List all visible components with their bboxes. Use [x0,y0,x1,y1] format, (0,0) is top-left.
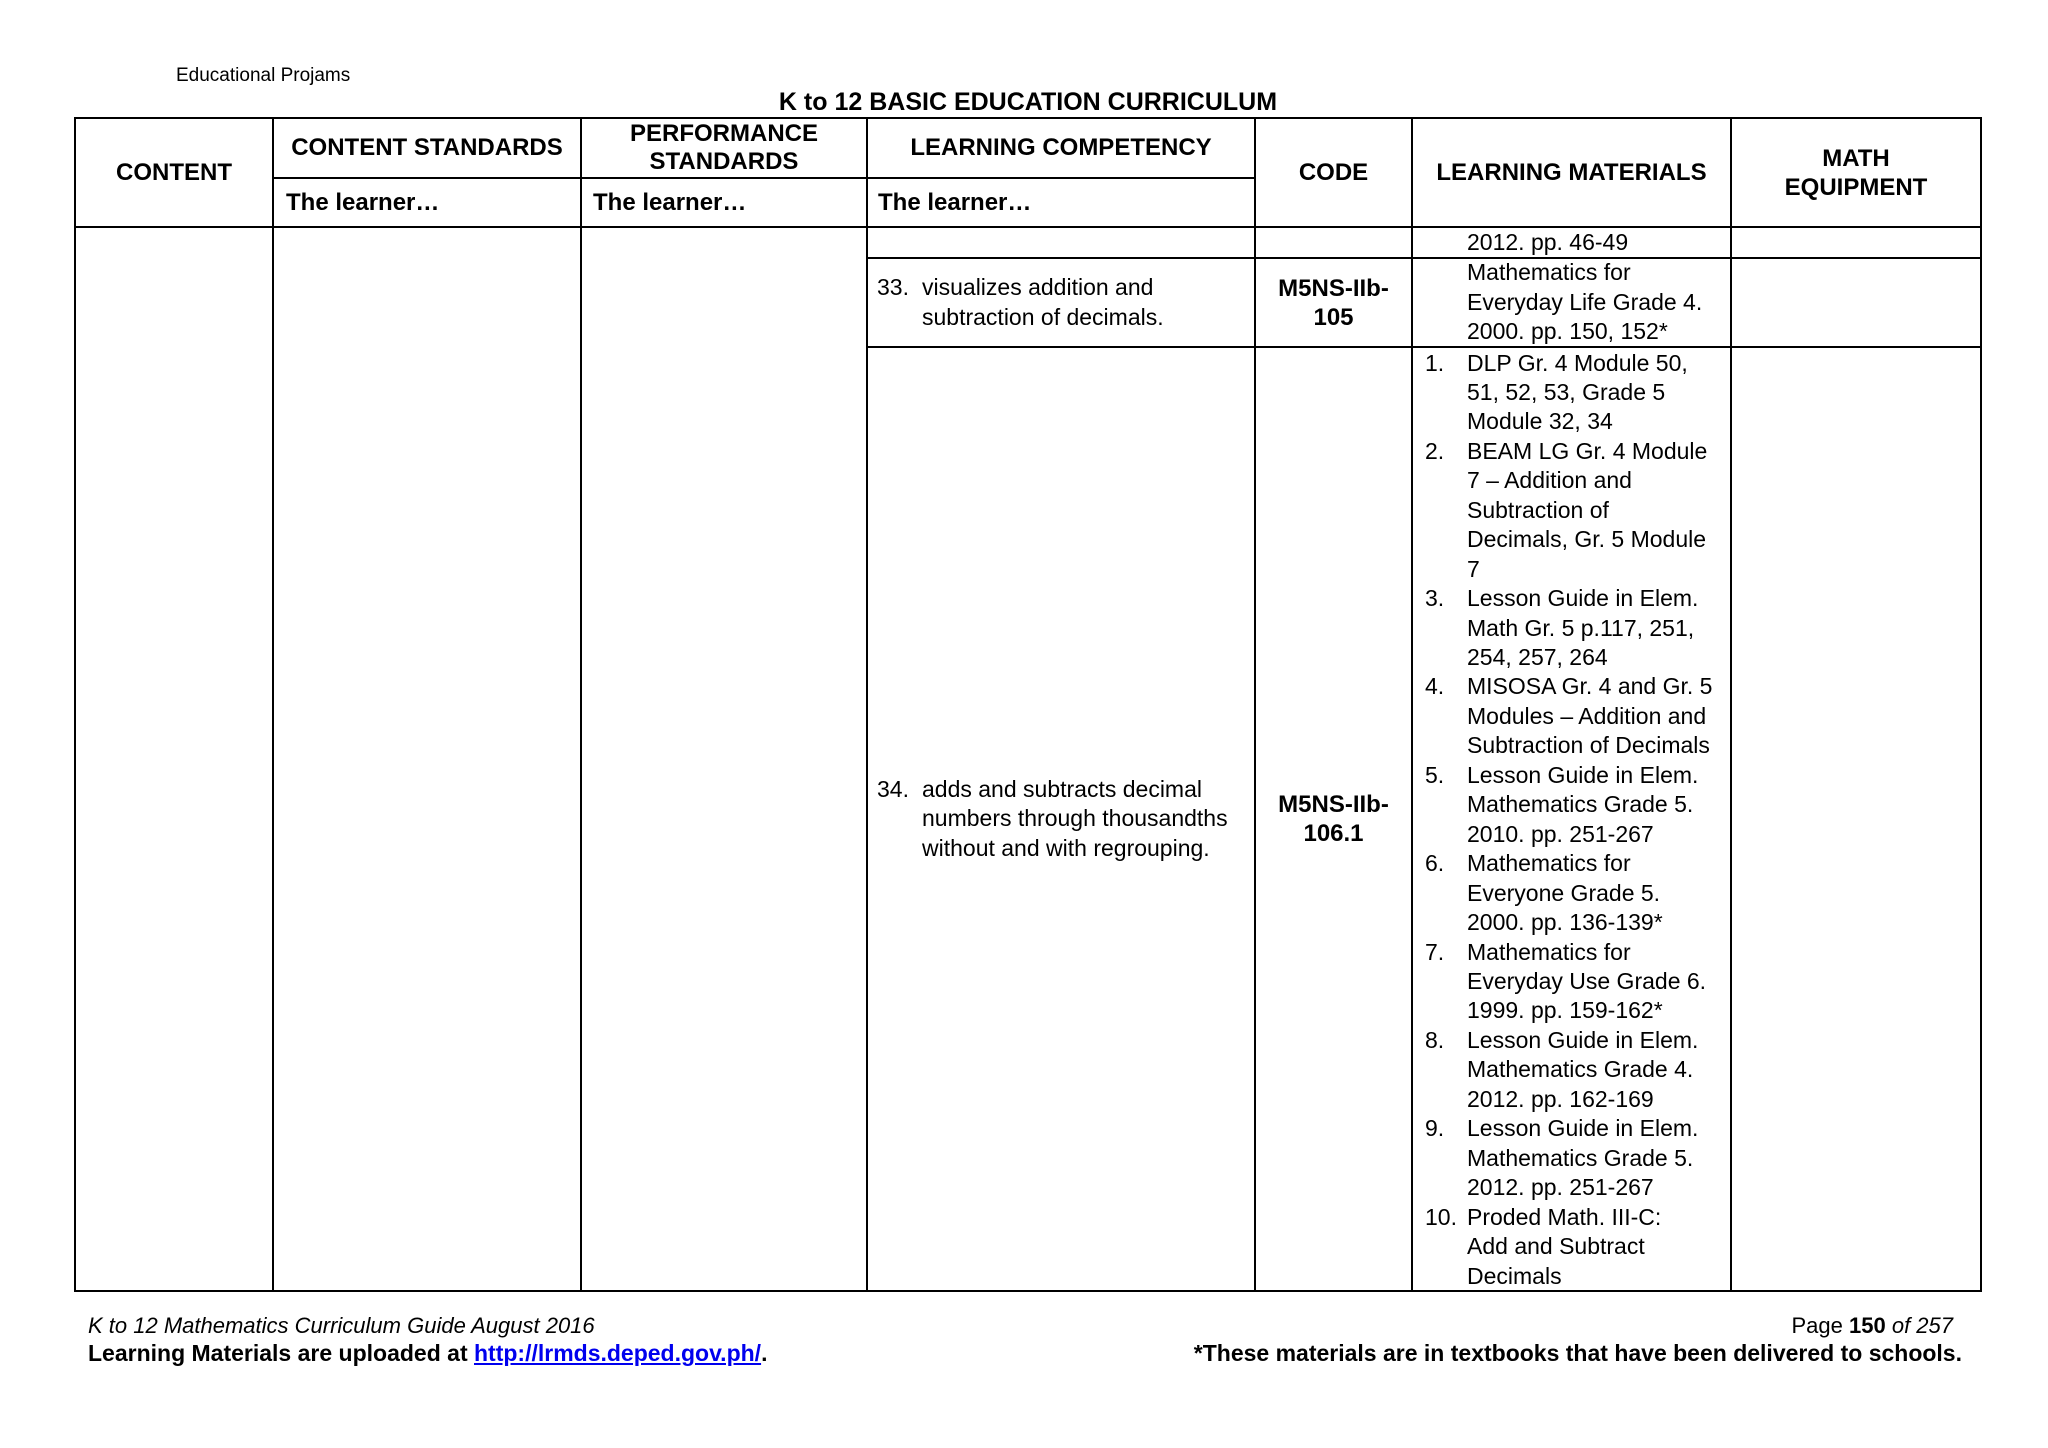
subheader-content-standards [273,178,581,227]
header-learning-competency-label: LEARNING COMPETENCY [910,134,1212,161]
competency-item [877,775,1242,864]
subheader-label: The learner… [878,188,1032,216]
footer-upload-note [88,1340,767,1367]
header-content [75,118,273,227]
list-item-number: 7. [1425,938,1445,965]
header-math-equipment [1731,118,1981,227]
competency-number: 34. [877,775,909,802]
subheader-learning-competency [867,178,1255,227]
list-item-number: 8. [1425,1026,1445,1053]
list-item-number: 9. [1425,1115,1445,1142]
math-equipment-cell [1731,258,1981,347]
list-item-number: 10. [1425,1203,1457,1230]
code-cell-34 [1255,347,1412,1291]
header-code-label: CODE [1298,158,1369,186]
subheader-label: The learner… [286,188,440,216]
header-code [1255,118,1412,227]
learning-materials-list [1425,349,1731,1292]
page-total: of 257 [1891,1313,1953,1338]
subheader-label: The learner… [593,188,747,216]
header-learning-materials-label: LEARNING MATERIALS [1436,158,1707,186]
page-label: Page [1791,1313,1843,1338]
link-suffix: . [761,1340,768,1366]
list-item-text: Lesson Guide in Elem. Mathematics Grade 4. 2012. pp. 162-169 [1467,1026,1699,1112]
content-standards-cell [273,227,581,1291]
list-item [1425,1114,1731,1202]
list-item-text: Lesson Guide in Elem. Mathematics Grade 5. 2010. pp. 251-267 [1467,761,1699,847]
competency-number: 33. [877,274,909,300]
competency-text: visualizes addition and subtraction of decimals. [922,274,1164,330]
list-item-number: 1. [1425,349,1445,376]
upload-text: Learning Materials are uploaded at [88,1340,468,1366]
header-learning-competency [867,118,1255,178]
list-item [1425,672,1731,760]
list-item [1425,1203,1731,1291]
list-item-text: BEAM LG Gr. 4 Module 7 – Addition and Subtraction of Decimals, Gr. 5 Module 7 [1467,437,1708,582]
header-note: Educational Projams [176,65,351,86]
list-item-text: Lesson Guide in Elem. Math Gr. 5 p.117, 251, 254, 257, 264 [1467,585,1699,671]
list-item [1425,849,1731,937]
list-item-text: MISOSA Gr. 4 and Gr. 5 Modules – Addition and Subtraction of Decimals [1467,673,1713,759]
page-number: 150 [1848,1313,1886,1338]
list-item-text: Lesson Guide in Elem. Mathematics Grade 5. 2012. pp. 251-267 [1467,1115,1699,1201]
code-cell-33 [1255,258,1412,347]
list-item-number: 4. [1425,673,1445,700]
competency-item [877,273,1242,332]
header-content-label: CONTENT [116,158,232,186]
competency-text: adds and subtracts decimal numbers through thousandths without and with regrouping. [922,775,1228,861]
math-equipment-cell [1731,227,1981,258]
learning-materials-text: Mathematics for Everyday Life Grade 4. 2000. pp. 150, 152* [1467,259,1703,345]
header-performance-standards [581,118,867,178]
header-content-standards [273,118,581,178]
list-item-number: 6. [1425,850,1445,877]
materials-cell-34 [1412,347,1731,1291]
lrmds-link[interactable]: http://lrmds.deped.gov.ph/ [474,1340,762,1366]
list-item-text: Mathematics for Everyday Use Grade 6. 1999. pp. 159-162* [1467,938,1707,1024]
list-item [1425,349,1731,437]
list-item-text: DLP Gr. 4 Module 50, 51, 52, 53, Grade 5 Module 32, 34 [1467,349,1688,435]
footer-page-number [1791,1313,1953,1339]
footer-guide-title: K to 12 Mathematics Curriculum Guide August 2016 [88,1313,595,1338]
header-math-equipment-label: MATH EQUIPMENT [1784,144,1928,201]
header-content-standards-label: CONTENT STANDARDS [291,134,563,161]
list-item [1425,1026,1731,1114]
page-title: K to 12 BASIC EDUCATION CURRICULUM [778,88,1278,116]
list-item [1425,761,1731,849]
header-performance-standards-label: PERFORMANCE STANDARDS [629,120,818,175]
list-item [1425,437,1731,584]
math-equipment-cell [1731,347,1981,1291]
list-item [1425,938,1731,1026]
content-cell [75,227,273,1291]
learning-materials-text: 2012. pp. 46-49 [1467,228,1629,255]
footer-textbook-note: *These materials are in textbooks that have been delivered to schools. [1193,1340,1962,1366]
competency-cell-34 [867,347,1255,1291]
table-row-continuation-materials [1412,227,1731,258]
list-item-number: 5. [1425,761,1445,788]
header-learning-materials [1412,118,1731,227]
competency-code: M5NS-IIb-106.1 [1278,791,1389,847]
list-item [1425,584,1731,672]
subheader-performance-standards [581,178,867,227]
competency-cell-33 [867,258,1255,347]
list-item-number: 2. [1425,437,1445,464]
list-item-text: Proded Math. III-C: Add and Subtract Decimals [1467,1203,1662,1289]
materials-cell-33 [1412,258,1731,347]
competency-code: M5NS-IIb-105 [1278,274,1389,331]
list-item-number: 3. [1425,585,1445,612]
list-item-text: Mathematics for Everyone Grade 5. 2000. pp. 136-139* [1467,850,1663,936]
performance-standards-cell [581,227,867,1291]
